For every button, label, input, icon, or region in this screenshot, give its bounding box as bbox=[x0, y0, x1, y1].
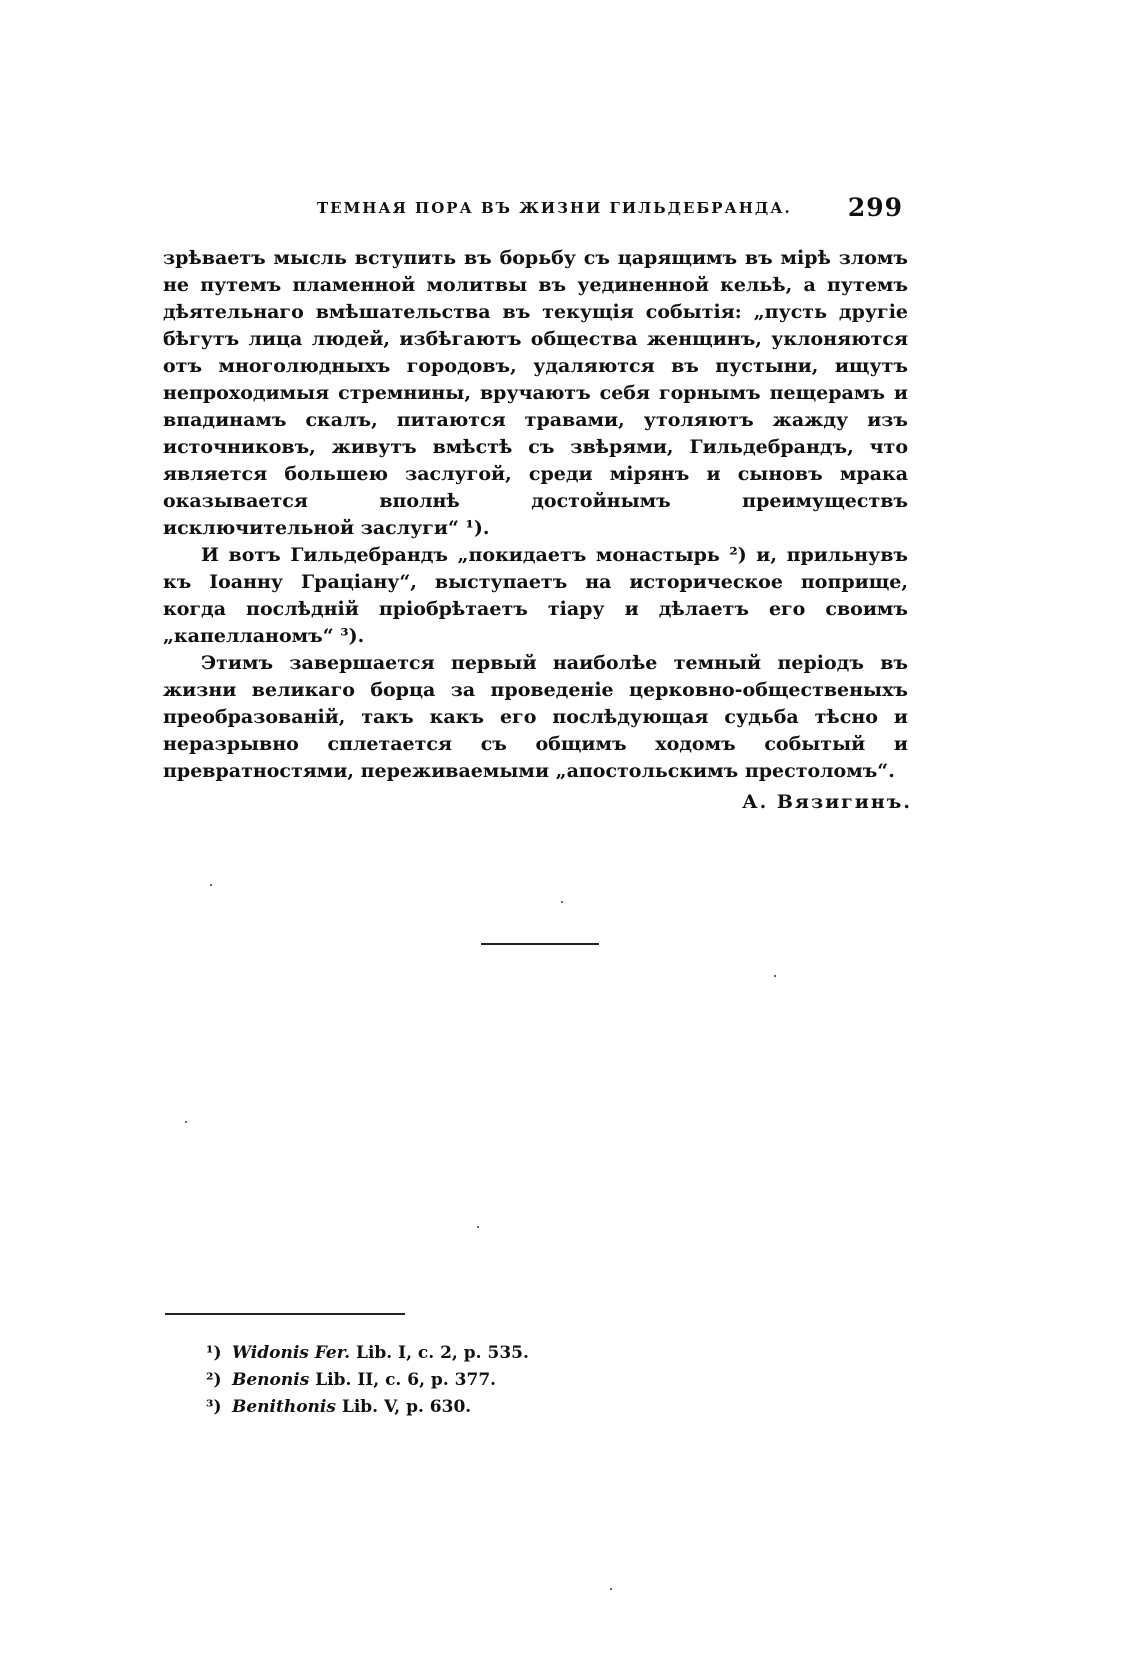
footnote-ref: Lib. II, c. 6, p. 377. bbox=[315, 1370, 497, 1390]
footnote-divider bbox=[165, 1313, 405, 1315]
footnote-ref: Lib. V, p. 630. bbox=[341, 1397, 472, 1417]
print-speck bbox=[210, 884, 212, 886]
footnotes bbox=[206, 1340, 706, 1421]
footnote-mark: ³) bbox=[206, 1397, 222, 1417]
print-speck bbox=[610, 1588, 612, 1590]
print-speck bbox=[561, 901, 563, 903]
paragraph-3: Этимъ завершается первый наиболѣе темный періодъ въ жизни великаго борца за проведеніе церковно-общественыхъ преобразованій, такъ какъ его послѣдующая судьба тѣсно и неразрывно сплетается съ общимъ ходомъ событый и превратностями, переживаемыми „апостольскимъ престоломъ“. bbox=[163, 652, 908, 782]
paragraph-2: И вотъ Гильдебрандъ „покидаетъ монастырь ²) и, прильнувъ къ Іоанну Граціану“, выступаетъ на историческое поприще, когда послѣдній пріобрѣтаетъ тіару и дѣлаетъ его своимъ „капелланомъ“ ³). bbox=[163, 544, 908, 647]
print-speck bbox=[477, 1226, 479, 1228]
footnote-2 bbox=[206, 1367, 706, 1394]
footnote-author: Benonis bbox=[232, 1370, 310, 1390]
running-head bbox=[163, 193, 913, 225]
body-text bbox=[163, 245, 908, 785]
footnote-mark: ²) bbox=[206, 1370, 222, 1390]
print-speck bbox=[185, 1121, 187, 1123]
footnote-3 bbox=[206, 1394, 706, 1421]
running-title: ТЕМНАЯ ПОРА ВЪ ЖИЗНИ ГИЛЬДЕБРАНДА. bbox=[317, 199, 792, 217]
section-divider bbox=[481, 943, 599, 945]
footnote-author: Benithonis bbox=[232, 1397, 336, 1417]
author-signature: А. Вязигинъ. bbox=[742, 791, 912, 813]
paragraph-1: зрѣваетъ мысль вступить въ борьбу съ царящимъ въ мірѣ зломъ не путемъ пламенной молитвы въ уединенной кельѣ, а путемъ дѣятельнаго вмѣшательства въ текущія событія: „пусть другіе бѣгутъ лица людей, избѣгаютъ общества женщинъ, уклоняются отъ многолюдныхъ городовъ, удаляются въ пустыни, ищутъ непроходимыя стремнины, вручаютъ себя горнымъ пещерамъ и впадинамъ скалъ, питаются травами, утоляютъ жажду изъ источниковъ, живутъ вмѣстѣ съ звѣрями, Гильдебрандъ, что является большею заслугой, среди мірянъ и сыновъ мрака оказывается вполнѣ достойнымъ преимуществъ исключительной заслуги“ ¹). bbox=[163, 247, 908, 539]
footnote-ref: Lib. I, c. 2, p. 535. bbox=[355, 1343, 529, 1363]
page-number: 299 bbox=[847, 193, 903, 222]
footnote-1 bbox=[206, 1340, 706, 1367]
print-speck bbox=[774, 975, 776, 977]
footnote-mark: ¹) bbox=[206, 1343, 222, 1363]
footnote-author: Widonis Fer. bbox=[232, 1343, 351, 1363]
